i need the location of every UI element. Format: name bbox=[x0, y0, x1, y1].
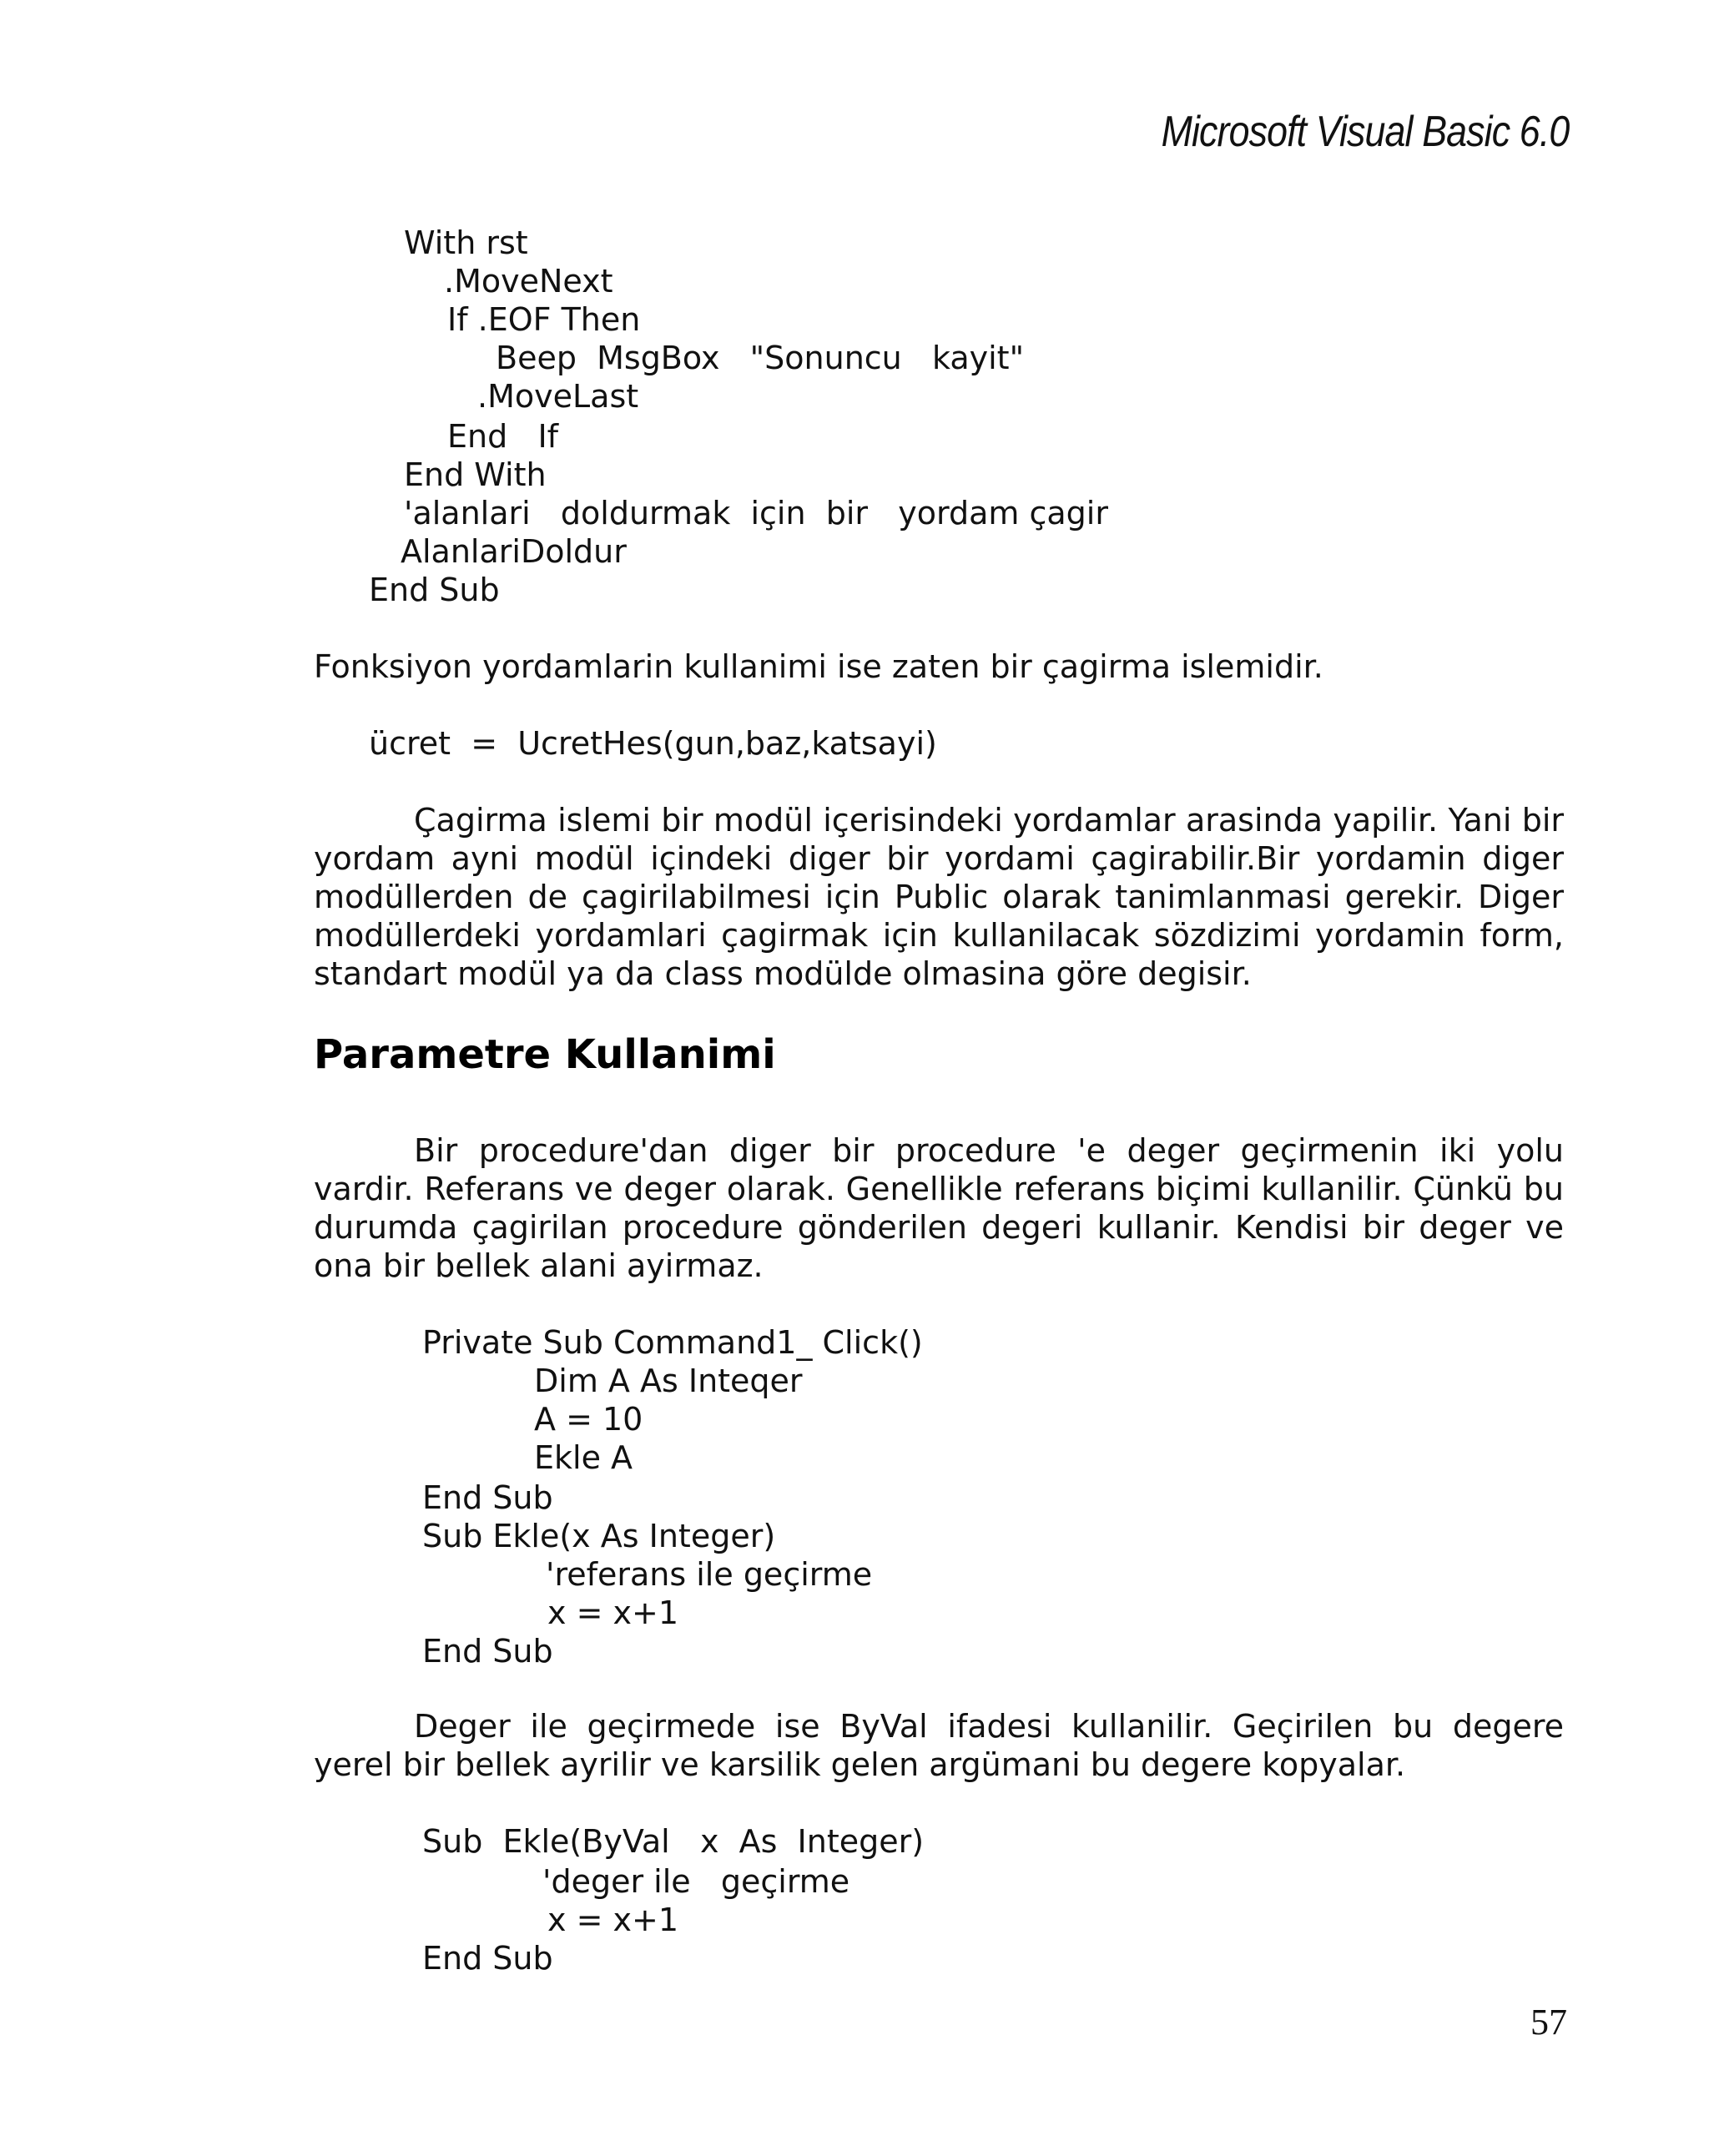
code-line: End With bbox=[404, 456, 547, 493]
paragraph-calling-procedures bbox=[314, 801, 1564, 993]
paragraph-text: Bir procedure'dan diger bir procedure 'e deger geçirmenin iki yolu vardir. Referans ve deger olarak. Genellikle referans biçimi kullanilir. Çünkü bu durumda çagirilan procedure gönderilen degeri kullanir. Kendisi bir deger ve ona bir bellek alani ayirmaz. bbox=[314, 1132, 1564, 1284]
code-line: With rst bbox=[404, 224, 528, 261]
page-number: 57 bbox=[1530, 2002, 1567, 2043]
code-line: End Sub bbox=[422, 1633, 553, 1670]
code-line: 'referans ile geçirme bbox=[546, 1556, 873, 1593]
code-line: End Sub bbox=[422, 1940, 553, 1977]
code-line: End Sub bbox=[422, 1479, 553, 1516]
code-line: 'deger ile geçirme bbox=[542, 1863, 850, 1900]
paragraph-text: Çagirma islemi bir modül içerisindeki yordamlar arasinda yapilir. Yani bir yordam ayni modül içindeki diger bir yordami çagirabilir.Bir yordamin diger modüllerden de çagirilabilmesi için Public olarak tanimlanmasi gerekir. Diger modüllerdeki yordamlari çagirmak için kullanilacak sözdizimi yordamin form, standart modül ya da class modülde olmasina göre degisir. bbox=[314, 802, 1564, 992]
code-line: Sub Ekle(x As Integer) bbox=[422, 1518, 776, 1554]
code-line: Dim A As Inteqer bbox=[534, 1363, 803, 1399]
code-line: End Sub bbox=[369, 572, 500, 608]
paragraph-function-calls: Fonksiyon yordamlarin kullanimi ise zaten bir çagirma islemidir. bbox=[314, 648, 1323, 685]
code-line: Private Sub Command1_ Click() bbox=[422, 1324, 923, 1361]
code-line: .MoveNext bbox=[444, 263, 613, 300]
code-line: A = 10 bbox=[534, 1401, 643, 1438]
paragraph-byval bbox=[314, 1707, 1564, 1784]
code-line: x = x+1 bbox=[547, 1594, 678, 1631]
example-code-line: ücret = UcretHes(gun,baz,katsayi) bbox=[369, 725, 937, 762]
running-header: Microsoft Visual Basic 6.0 bbox=[1161, 108, 1569, 156]
code-line: .MoveLast bbox=[477, 378, 639, 415]
code-line: Beep MsgBox "Sonuncu kayit" bbox=[496, 340, 1025, 376]
code-line: If .EOF Then bbox=[447, 301, 641, 338]
section-heading: Parametre Kullanimi bbox=[314, 1031, 776, 1078]
code-line: End If bbox=[447, 418, 559, 455]
code-line: 'alanlari doldurmak için bir yordam çagir bbox=[404, 495, 1108, 531]
code-line: Ekle A bbox=[534, 1439, 633, 1476]
paragraph-parameter-passing bbox=[314, 1131, 1564, 1285]
code-line: Sub Ekle(ByVal x As Integer) bbox=[422, 1823, 925, 1860]
code-line: x = x+1 bbox=[547, 1902, 678, 1938]
code-line: AlanlariDoldur bbox=[401, 533, 627, 570]
paragraph-text: Deger ile geçirmede ise ByVal ifadesi kullanilir. Geçirilen bu degere yerel bir bellek ayrilir ve karsilik gelen argümani bu degere kopyalar. bbox=[314, 1708, 1564, 1783]
